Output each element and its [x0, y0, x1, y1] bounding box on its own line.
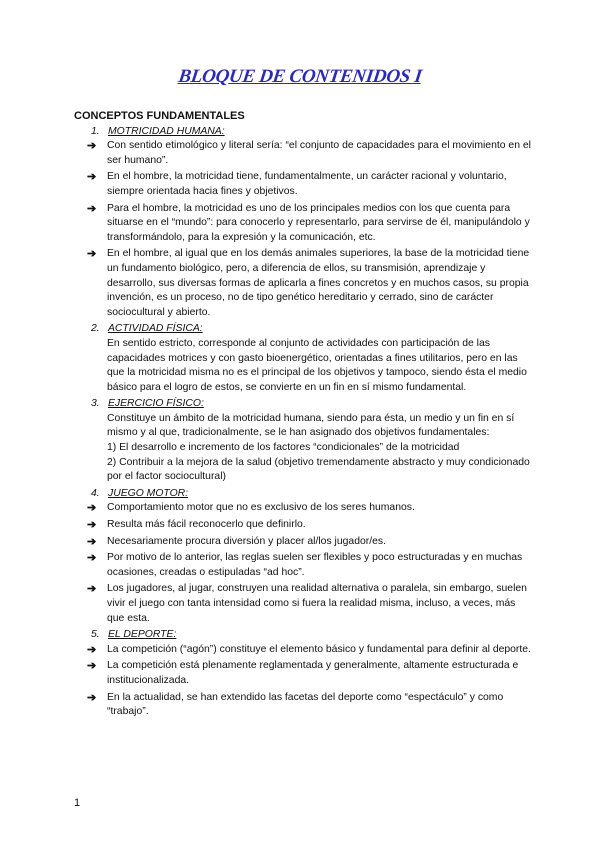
bullet-text: Por motivo de lo anterior, las reglas suelen ser flexibles y poco estructuradas y en muchas ocasiones, creadas o estipuladas “ad hoc”. [107, 552, 523, 578]
objective-item: 2) Contribuir a la mejora de la salud (objetivo tremendamente abstracto y muy condicionado por el factor sociocultural) [107, 456, 530, 483]
arrow-icon: ➔ [87, 583, 97, 596]
bullet-text: Para el hombre, la motricidad es uno de los principales medios con los que cuenta para situarse en el “mundo”: para conocerlo y representarlo, para servirse de él, manipulándolo y transformándolo, para la expresión y la comunicación, etc. [107, 202, 530, 243]
section-number: 1. [91, 125, 100, 137]
bullet-text: Los jugadores, al jugar, construyen una realidad alternativa o paralela, sin embargo, suelen vivir el juego con tanta intensidad como si fuera la realidad misma, incluso, a veces, más que esta. [107, 583, 527, 624]
bullet-text: La competición (“agón”) constituye el elemento básico y fundamental para definir al deporte. [107, 643, 531, 655]
list-item [74, 247, 534, 320]
section-paragraph: En sentido estricto, corresponde al conjunto de actividades con participación de las capacidades motrices y con gasto bioenergético, orientadas a fines utilitarios, pero en las que la motricidad misma no es el principal de los objetivos y tampoco, siendo ésta el medio básico para el logro de estos, se convierte en un fin en sí mismo fundamental. [107, 337, 527, 393]
list-item [74, 659, 534, 688]
section-title: EL DEPORTE: [108, 629, 177, 641]
section-title: JUEGO MOTOR: [108, 487, 189, 499]
section-title: EJERCICIO FÍSICO: [108, 398, 204, 410]
arrow-icon: ➔ [87, 535, 97, 548]
arrow-icon: ➔ [87, 643, 97, 656]
arrow-icon: ➔ [87, 691, 97, 704]
section-2-header [74, 322, 534, 337]
section-title: ACTIVIDAD FÍSICA: [108, 323, 203, 335]
bullet-text: Con sentido etimológico y literal sería: “el conjunto de capacidades para el movimiento en el ser humano”. [107, 140, 531, 166]
section-3-header [74, 397, 534, 412]
section-5-header [74, 628, 534, 643]
bullet-text: Resulta más fácil reconocerlo que definirlo. [107, 519, 306, 531]
arrow-icon: ➔ [87, 248, 97, 261]
list-item [74, 139, 534, 168]
arrow-icon: ➔ [87, 171, 97, 184]
section-paragraph: Constituye un ámbito de la motricidad humana, siendo para ésta, un medio y un fin en sí mismo y al que, tradicionalmente, se le han asignado dos objetivos fundamentales: [107, 412, 515, 439]
list-item [74, 202, 534, 246]
list-item [74, 643, 534, 658]
section-number: 4. [91, 487, 100, 499]
section-number: 3. [91, 398, 100, 410]
arrow-icon: ➔ [87, 552, 97, 565]
list-item [74, 691, 534, 720]
document-title: BLOQUE DE CONTENIDOS I [177, 66, 424, 87]
list-item [74, 501, 534, 516]
bullet-text: En el hombre, al igual que en los demás animales superiores, la base de la motricidad tiene un fundamento biológico, pero, a diferencia de ellos, su transmisión, aprendizaje y desarrollo, sus diversas formas de aplicarla a fines concretos y en muchos casos, su propia invención, es un proceso, no de tipo genético hereditario y cerrado, sino de carácter sociocultural y abierto. [107, 248, 530, 318]
arrow-icon: ➔ [87, 502, 97, 515]
section-1-header [74, 125, 534, 140]
bullet-text: En la actualidad, se han extendido las facetas del deporte como “espectáculo” y como “trabajo”. [107, 691, 504, 718]
arrow-icon: ➔ [87, 519, 97, 532]
bullet-text: Necesariamente procura diversión y placer al/los jugador/es. [107, 535, 386, 547]
bullet-text: En el hombre, la motricidad tiene, fundamentalmente, un carácter racional y voluntario, siempre orientada hacia fines y objetivos. [107, 171, 507, 197]
list-item [74, 170, 534, 199]
document-body [74, 109, 534, 722]
page-number: 1 [74, 797, 81, 809]
arrow-icon: ➔ [87, 660, 97, 673]
bullet-text: La competición está plenamente reglamentada y generalmente, altamente estructurada e institucionalizada. [107, 660, 519, 686]
bullet-text: Comportamiento motor que no es exclusivo de los seres humanos. [107, 502, 415, 514]
list-item [74, 582, 534, 626]
section-number: 5. [91, 629, 100, 641]
list-item [74, 518, 534, 533]
section-4-header [74, 487, 534, 502]
section-title: MOTRICIDAD HUMANA: [108, 125, 225, 137]
section-number: 2. [91, 323, 100, 335]
list-item [74, 535, 534, 550]
arrow-icon: ➔ [87, 140, 97, 153]
objective-item: 1) El desarrollo e incremento de los factores “condicionales” de la motricidad [107, 442, 460, 454]
arrow-icon: ➔ [87, 202, 97, 215]
list-item [74, 551, 534, 580]
section-heading: CONCEPTOS FUNDAMENTALES [74, 110, 245, 122]
